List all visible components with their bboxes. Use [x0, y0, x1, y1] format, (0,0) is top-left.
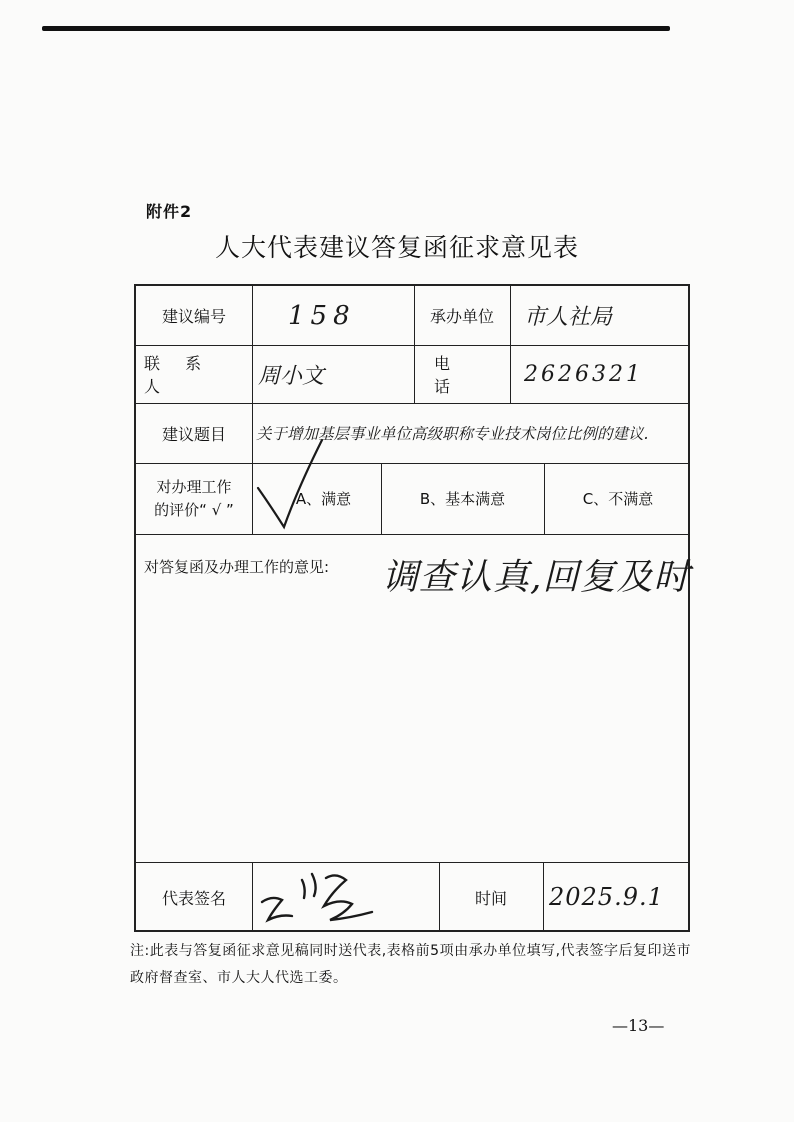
option-b-basically-satisfied[interactable]: B、基本满意: [419, 490, 506, 508]
contact-label: 联 系 人: [144, 354, 212, 396]
proposal-no-label: 建议编号: [161, 307, 226, 326]
phone-label: 电 话: [434, 354, 473, 396]
proposal-no-value: 158: [288, 300, 356, 331]
contact-value: 周小文: [258, 363, 325, 389]
subject-value: 关于增加基层事业单位高级职称专业技术岗位比例的建议.: [256, 425, 649, 443]
phone-value: 2626321: [524, 361, 643, 387]
option-a-satisfied[interactable]: A、满意: [295, 490, 352, 508]
subject-label: 建议题目: [161, 424, 226, 444]
option-c-unsatisfied[interactable]: C、不满意: [582, 490, 654, 508]
handling-unit-label: 承办单位: [429, 307, 494, 326]
page-title: 人大代表建议答复函征求意见表: [214, 233, 579, 262]
evaluation-check-mark: [258, 440, 322, 527]
signature-label: 代表签名: [161, 888, 226, 908]
attachment-label: 附件2: [146, 202, 193, 221]
evaluation-label-line2: 的评价“ √ ”: [154, 500, 234, 519]
representative-signature: [262, 874, 372, 920]
opinion-value: 调查认真,回复及时: [382, 556, 691, 598]
handling-unit-value: 市人社局: [524, 305, 613, 330]
time-label: 时间: [474, 888, 507, 908]
opinion-label: 对答复函及办理工作的意见:: [144, 558, 330, 576]
footnote: 注:此表与答复函征求意见稿同时送代表,表格前5项由承办单位填写,代表签字后复印送市政府督查室、市人大人代选工委。: [130, 943, 692, 986]
page-number: —13—: [612, 1016, 665, 1035]
evaluation-label-line1: 对办理工作: [156, 477, 232, 496]
time-value: 2025.9.1: [549, 883, 664, 911]
